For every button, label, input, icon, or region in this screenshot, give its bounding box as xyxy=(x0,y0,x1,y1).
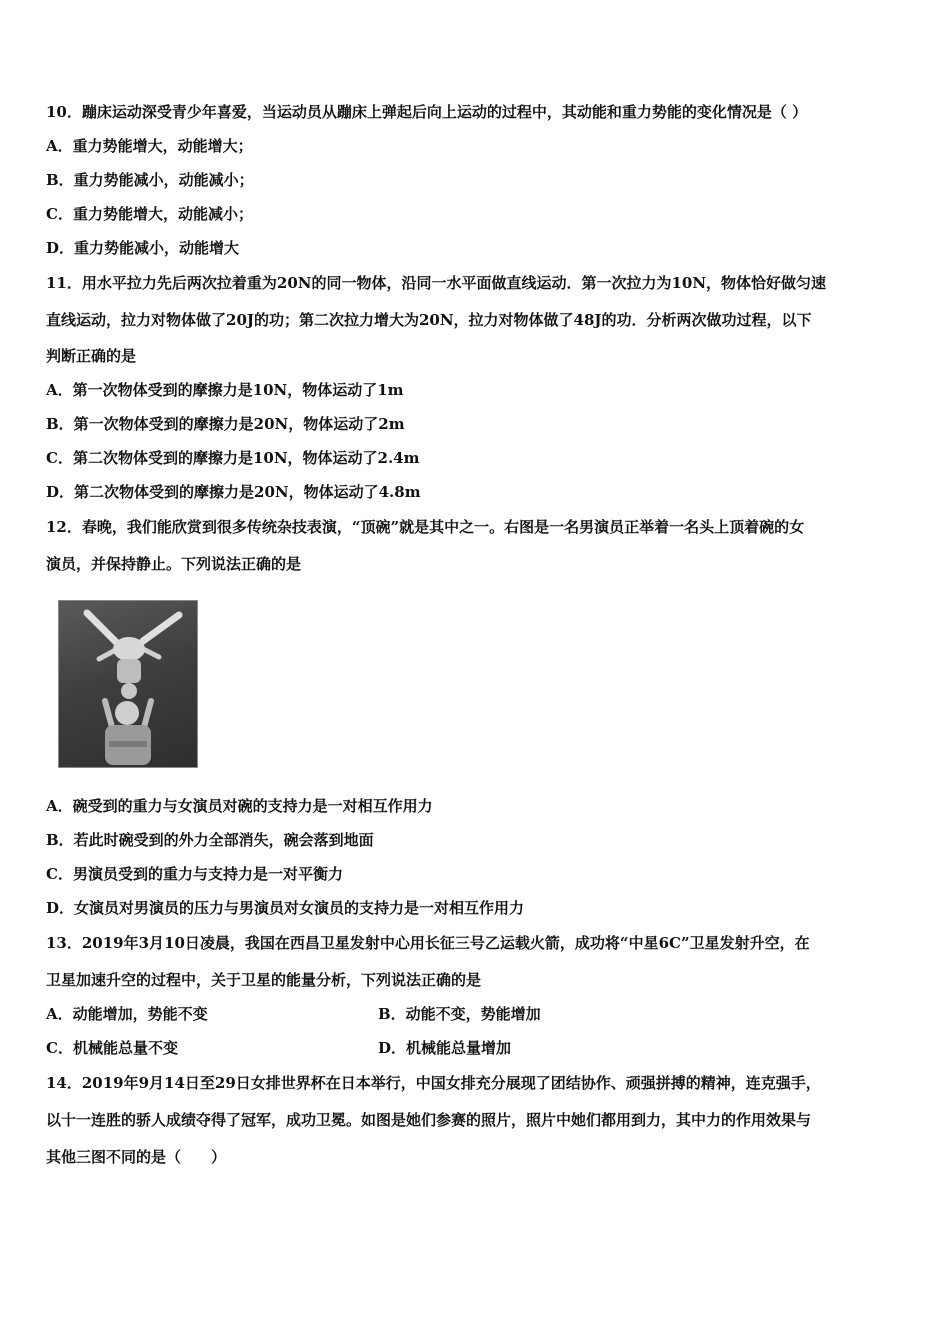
q14-stem-line-2: 以十一连胜的骄人成绩夺得了冠军，成功卫冕。如图是她们参赛的照片，照片中她们都用到力，其中力的作用效果与 xyxy=(46,1111,812,1129)
acrobat-photo xyxy=(58,600,198,768)
q13-option-b: B．动能不变，势能增加 xyxy=(378,1005,541,1023)
q10-option-c: C．重力势能增大，动能减小； xyxy=(46,205,253,223)
q11-stem-line-3: 判断正确的是 xyxy=(46,347,137,365)
q12-option-d: D．女演员对男演员的压力与男演员对女演员的支持力是一对相互作用力 xyxy=(46,899,525,917)
q12-option-a: A．碗受到的重力与女演员对碗的支持力是一对相互作用力 xyxy=(46,797,433,815)
q13-stem-line-1: 13．2019年3月10日凌晨，我国在西昌卫星发射中心用长征三号乙运载火箭，成功将“中星6C”卫星发射升空，在 xyxy=(46,934,810,952)
q13-option-d: D．机械能总量增加 xyxy=(378,1039,512,1057)
q12-stem-line-2: 演员，并保持静止。下列说法正确的是 xyxy=(46,555,302,573)
q12-option-c: C．男演员受到的重力与支持力是一对平衡力 xyxy=(46,865,343,883)
q10-stem: 10．蹦床运动深受青少年喜爱，当运动员从蹦床上弹起后向上运动的过程中，其动能和重力势能的变化情况是（ ） xyxy=(46,103,808,121)
q12-stem-line-1: 12．春晚，我们能欣赏到很多传统杂技表演，“顶碗”就是其中之一。右图是一名男演员正举着一名头上顶着碗的女 xyxy=(46,518,805,536)
q13-option-c: C．机械能总量不变 xyxy=(46,1039,178,1057)
q13-stem-line-2: 卫星加速升空的过程中，关于卫星的能量分析，下列说法正确的是 xyxy=(46,971,482,989)
acrobat-figure-illustration xyxy=(59,601,197,767)
q10-option-b: B．重力势能减小，动能减小； xyxy=(46,171,254,189)
q13-option-a: A．动能增加，势能不变 xyxy=(46,1005,208,1023)
q11-option-c: C．第二次物体受到的摩擦力是10N，物体运动了2.4m xyxy=(46,449,420,467)
q10-option-a: A．重力势能增大，动能增大； xyxy=(46,137,253,155)
q14-stem-line-1: 14．2019年9月14日至29日女排世界杯在日本举行，中国女排充分展现了团结协作、顽强拼搏的精神，连克强手， xyxy=(46,1074,821,1092)
q11-option-d: D．第二次物体受到的摩擦力是20N，物体运动了4.8m xyxy=(46,483,421,501)
q11-option-b: B．第一次物体受到的摩擦力是20N，物体运动了2m xyxy=(46,415,405,433)
q14-stem-line-3: 其他三图不同的是（ ） xyxy=(46,1148,227,1166)
q11-option-a: A．第一次物体受到的摩擦力是10N，物体运动了1m xyxy=(46,381,404,399)
q12-option-b: B．若此时碗受到的外力全部消失，碗会落到地面 xyxy=(46,831,374,849)
q11-stem-line-2: 直线运动，拉力对物体做了20J的功；第二次拉力增大为20N，拉力对物体做了48J的功．分析两次做功过程，以下 xyxy=(46,311,812,329)
q11-stem-line-1: 11．用水平拉力先后两次拉着重为20N的同一物体，沿同一水平面做直线运动．第一次拉力为10N，物体恰好做匀速 xyxy=(46,274,827,292)
q10-option-d: D．重力势能减小，动能增大 xyxy=(46,239,240,257)
